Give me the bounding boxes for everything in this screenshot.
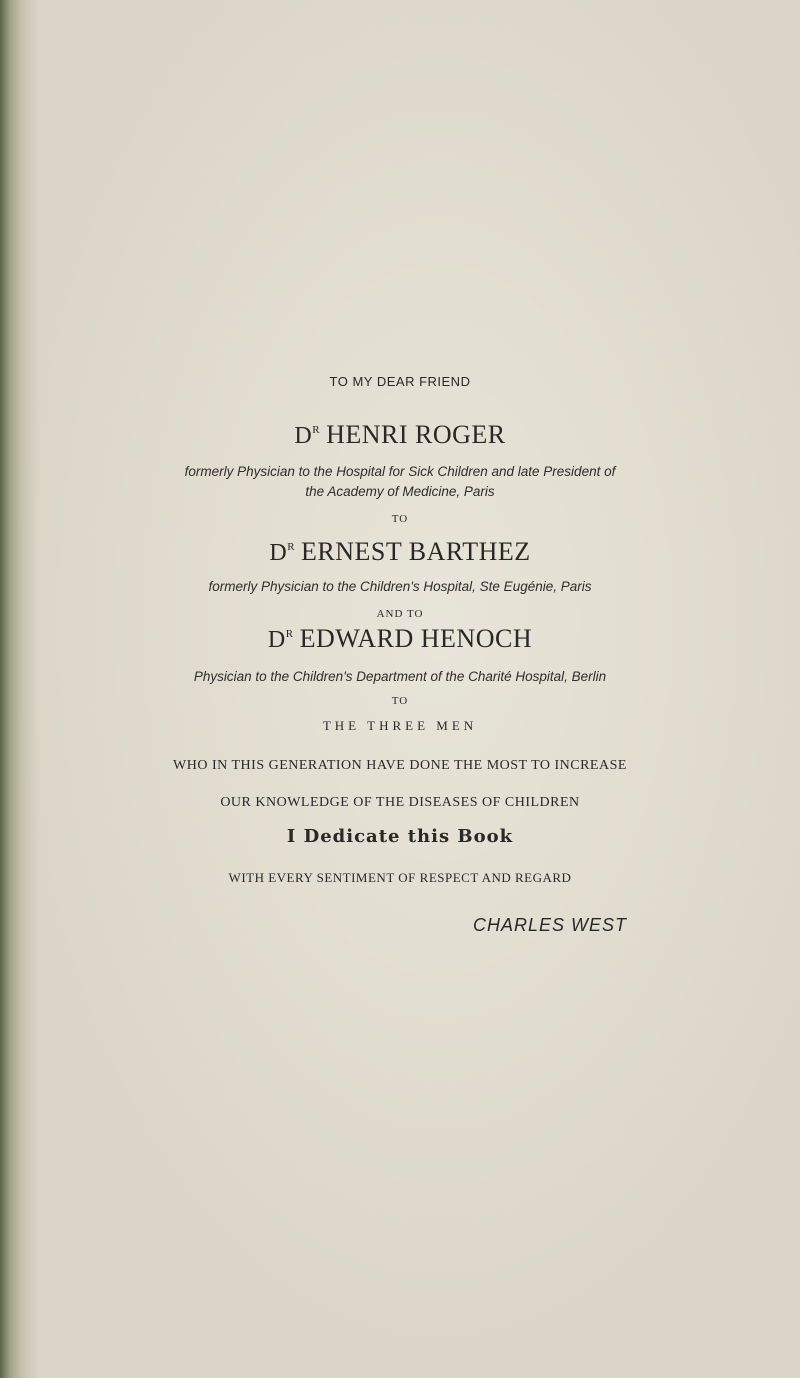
page-gutter-shadow: [0, 0, 48, 1378]
generation-line: WHO IN THIS GENERATION HAVE DONE THE MOST TO INCREASE: [173, 758, 627, 773]
and-to-connector: AND TO: [376, 608, 424, 620]
person2-name: ERNEST BARTHEZ: [301, 537, 531, 566]
person2-title: D: [269, 540, 288, 566]
person3-title: D: [267, 627, 286, 653]
person2-name-line: [0, 537, 800, 567]
person1-desc-line2: the Academy of Medicine, Paris: [305, 484, 495, 499]
dedicate-line: I Dedicate this Book: [286, 826, 514, 847]
person1-desc-line1: formerly Physician to the Hospital for Sick Children and late President of: [184, 464, 616, 479]
person3-title-sup: R: [285, 628, 294, 640]
person3-desc-line1: Physician to the Children's Department of the Charité Hospital, Berlin: [193, 669, 607, 684]
signature-charles-west: CHARLES WEST: [472, 915, 628, 935]
three-men-line: THE THREE MEN: [322, 718, 478, 733]
person1-name: HENRI ROGER: [326, 420, 506, 449]
to-connector-2: TO: [391, 695, 409, 707]
person2-desc-line1: formerly Physician to the Children's Hospital, Ste Eugénie, Paris: [208, 579, 592, 594]
person1-title-sup: R: [312, 424, 321, 436]
person3-name-line: [0, 624, 800, 654]
person1-name-line: [0, 420, 800, 450]
knowledge-line: OUR KNOWLEDGE OF THE DISEASES OF CHILDREN: [220, 795, 580, 810]
person1-title: D: [294, 423, 313, 449]
dedication-heading: TO MY DEAR FRIEND: [329, 374, 471, 389]
person3-name: EDWARD HENOCH: [299, 624, 533, 653]
person2-title-sup: R: [287, 541, 296, 553]
to-connector-1: TO: [391, 513, 409, 525]
sentiment-line: WITH EVERY SENTIMENT OF RESPECT AND REGARD: [228, 870, 572, 885]
